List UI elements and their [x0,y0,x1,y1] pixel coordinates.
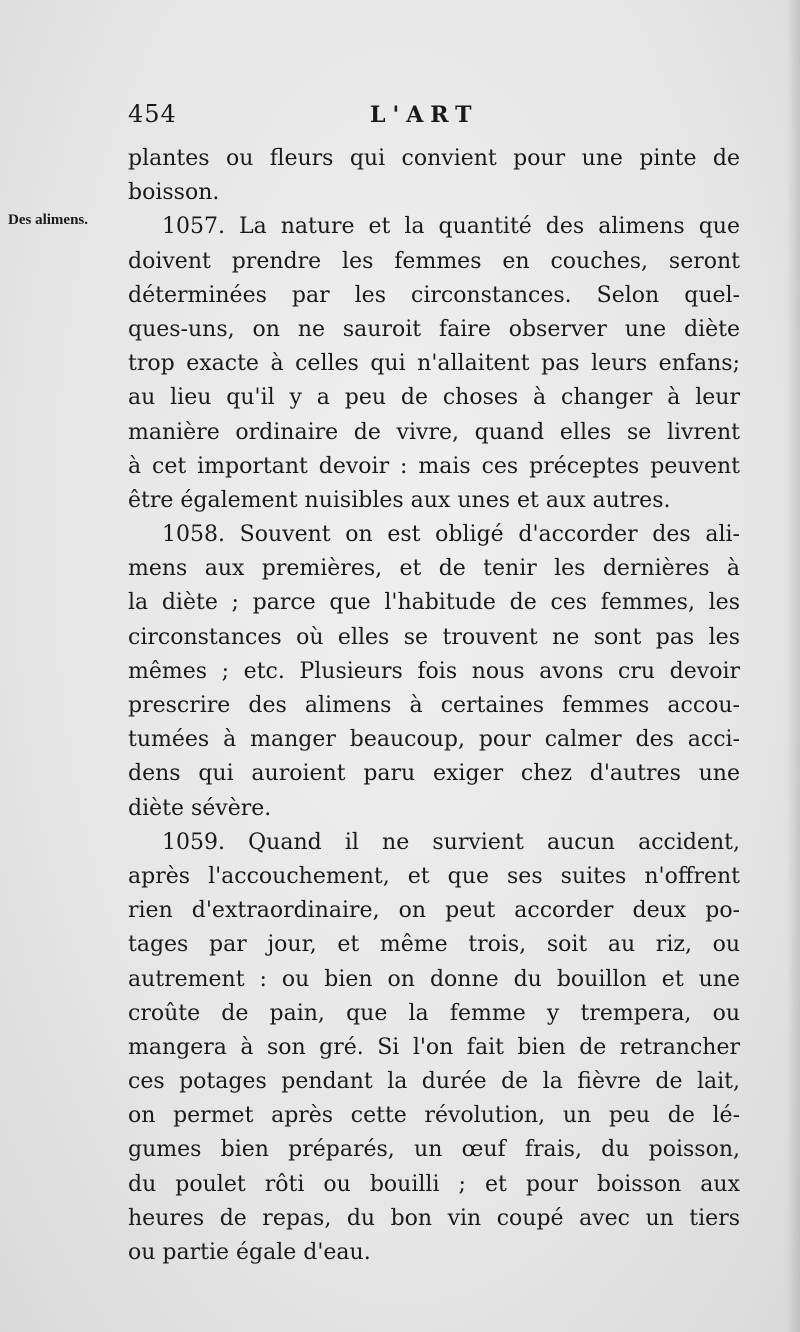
text-line: circonstances où elles se trouvent ne sont pas les [128,624,740,650]
text-line: autrement : ou bien on donne du bouillon et une [128,966,740,992]
text-line: ques-uns, on ne sauroit faire observer une diète [128,316,740,342]
text-line: croûte de pain, que la femme y trempera, ou [128,1000,740,1026]
text-line: être également nuisibles aux unes et aux autres. [128,487,671,513]
text-line: plantes ou fleurs qui convient pour une pinte de [128,146,740,171]
text-line: rien d'extraordinaire, on peut accorder deux po- [128,898,740,924]
text-line: manière ordinaire de vivre, quand elles se livrent [128,419,740,445]
text-line: après l'accouchement, et que ses suites n'offrent [128,863,740,889]
text-line: mêmes ; etc. Plusieurs fois nous avons cru devoir [128,658,740,684]
text-line: dens qui auroient paru exiger chez d'autres une [128,761,740,787]
text-line: à cet important devoir : mais ces préceptes peuvent [128,453,740,479]
margin-note: Des alimens. [8,212,88,228]
paragraph-1059-start: 1059. Quand il ne survient aucun accident, [162,829,740,855]
text-line: diète sévère. [128,795,272,821]
text-line: ces potages pendant la durée de la fièvre de lait, [128,1069,740,1095]
text-line: on permet après cette révolution, un peu de lé- [128,1103,740,1129]
text-line: la diète ; parce que l'habitude de ces femmes, les [128,590,740,616]
text-line: mangera à son gré. Si l'on fait bien de retrancher [128,1034,740,1060]
page-number: 454 [128,100,177,128]
text-line: mens aux premières, et de tenir les dernières à [128,556,740,582]
text-line: prescrire des alimens à certaines femmes accou- [128,693,740,718]
text-line: du poulet rôti ou bouilli ; et pour boisson aux [128,1171,740,1197]
page-edge-shadow [786,0,800,1332]
text-line: tages par jour, et même trois, soit au riz, ou [128,932,740,958]
text-line: au lieu qu'il y a peu de choses à changer à leur [128,385,740,411]
body-text [128,142,740,1270]
text-line: gumes bien préparés, un œuf frais, du poisson, [128,1137,740,1163]
text-line: tumées à manger beaucoup, pour calmer des acci- [128,727,740,753]
text-line: heures de repas, du bon vin coupé avec un tiers [128,1205,740,1231]
paragraph-1057-start: 1057. La nature et la quantité des alimens que [162,214,740,240]
running-head: L'ART [370,102,479,128]
text-line: ou partie égale d'eau. [128,1240,371,1265]
page-header [128,100,740,134]
text-line: trop exacte à celles qui n'allaitent pas leurs enfans; [128,351,740,377]
text-line: déterminées par les circonstances. Selon quel- [128,282,740,308]
text-line: boisson. [128,180,220,206]
paragraph-1058-start: 1058. Souvent on est obligé d'accorder des ali- [162,522,740,548]
text-line: doivent prendre les femmes en couches, seront [128,248,740,274]
